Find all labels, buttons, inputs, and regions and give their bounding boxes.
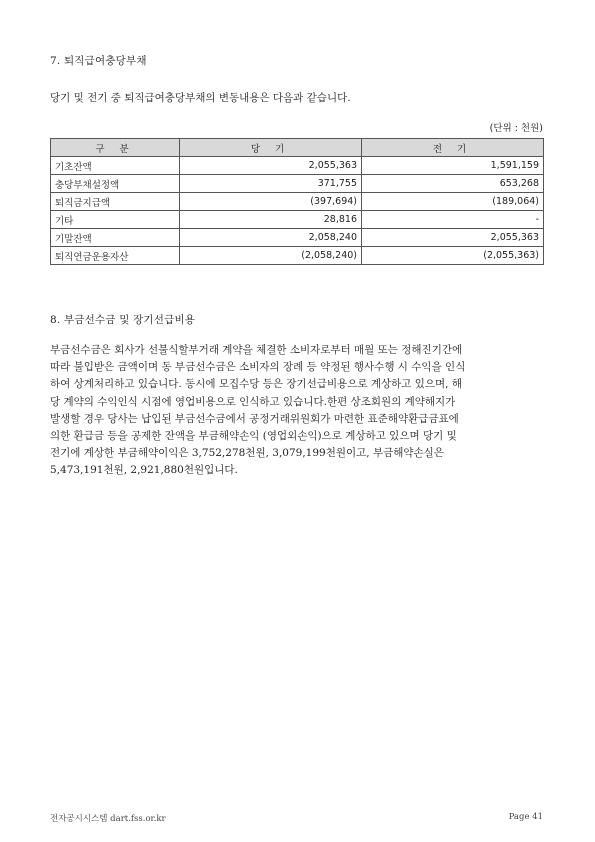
- row-prior: (2,055,363): [362, 247, 544, 265]
- row-label: 퇴직금지급액: [51, 193, 180, 211]
- table-row: [51, 175, 544, 193]
- paragraph-line: 당 계약의 수익인식 시점에 영업비용으로 인식하고 있습니다.한편 상조회원의 계약해지가: [50, 395, 456, 408]
- row-prior: 653,268: [362, 175, 544, 193]
- paragraph-line: 전기에 계상한 부금해약이익은 3,752,278천원, 3,079,199천원이고, 부금해약손실은: [50, 447, 444, 460]
- row-current: 28,816: [180, 211, 362, 229]
- page-number: Page 41: [508, 812, 543, 822]
- table-row: [51, 247, 544, 265]
- unit-label: (단위 : 천원): [489, 123, 543, 134]
- row-current: 2,058,240: [180, 229, 362, 247]
- header-category: 구 분: [51, 139, 180, 157]
- row-label: 기초잔액: [51, 157, 180, 175]
- row-label: 충당부채설정액: [51, 175, 180, 193]
- table-row: [51, 157, 544, 175]
- paragraph-line: 5,473,191천원, 2,921,880천원입니다.: [50, 464, 238, 477]
- row-prior: 1,591,159: [362, 157, 544, 175]
- row-current: (2,058,240): [180, 247, 362, 265]
- paragraph-line: 의한 환급금 등을 공제한 잔액을 부금해약손익 (영업외손익)으로 계상하고 있으며 당기 및: [50, 430, 457, 443]
- paragraph-line: 발생할 경우 당사는 납입된 부금선수금에서 공정거래위원회가 마련한 표준해약환급금표에: [50, 412, 459, 425]
- retirement-benefit-table: [50, 138, 544, 265]
- row-prior: (189,064): [362, 193, 544, 211]
- section-8-paragraph: [50, 342, 545, 480]
- section-8-title: 8. 부금선수금 및 장기선급비용: [50, 314, 196, 326]
- table-row: [51, 193, 544, 211]
- paragraph-line: 따라 불입받은 금액이며 동 부금선수금은 소비자의 장례 등 약정된 행사수행 시 수익을 인식: [50, 361, 466, 374]
- paragraph-line: 부금선수금은 회사가 선불식할부거래 계약을 체결한 소비자로부터 매월 또는 정해진기간에: [50, 344, 463, 356]
- table-row: [51, 211, 544, 229]
- header-current: 당 기: [180, 139, 362, 157]
- row-label: 퇴직연금운용자산: [51, 247, 180, 265]
- header-prior: 전 기: [362, 139, 544, 157]
- footer-source: 전자공시시스템 dart.fss.or.kr: [50, 814, 166, 824]
- row-current: (397,694): [180, 193, 362, 211]
- paragraph-line: 하여 상계처리하고 있습니다. 동시에 모집수당 등은 장기선급비용으로 계상하고 있으며, 해: [50, 378, 463, 391]
- row-current: 2,055,363: [180, 157, 362, 175]
- table-row: [51, 229, 544, 247]
- row-label: 기말잔액: [51, 229, 180, 247]
- row-current: 371,755: [180, 175, 362, 193]
- row-prior: -: [362, 211, 544, 229]
- section-7-intro: 당기 및 전기 중 퇴직급여충당부채의 변동내용은 다음과 같습니다.: [50, 92, 351, 104]
- table-header-row: [51, 139, 544, 157]
- row-label: 기타: [51, 211, 180, 229]
- section-7-title: 7. 퇴직급여충당부채: [50, 55, 147, 67]
- row-prior: 2,055,363: [362, 229, 544, 247]
